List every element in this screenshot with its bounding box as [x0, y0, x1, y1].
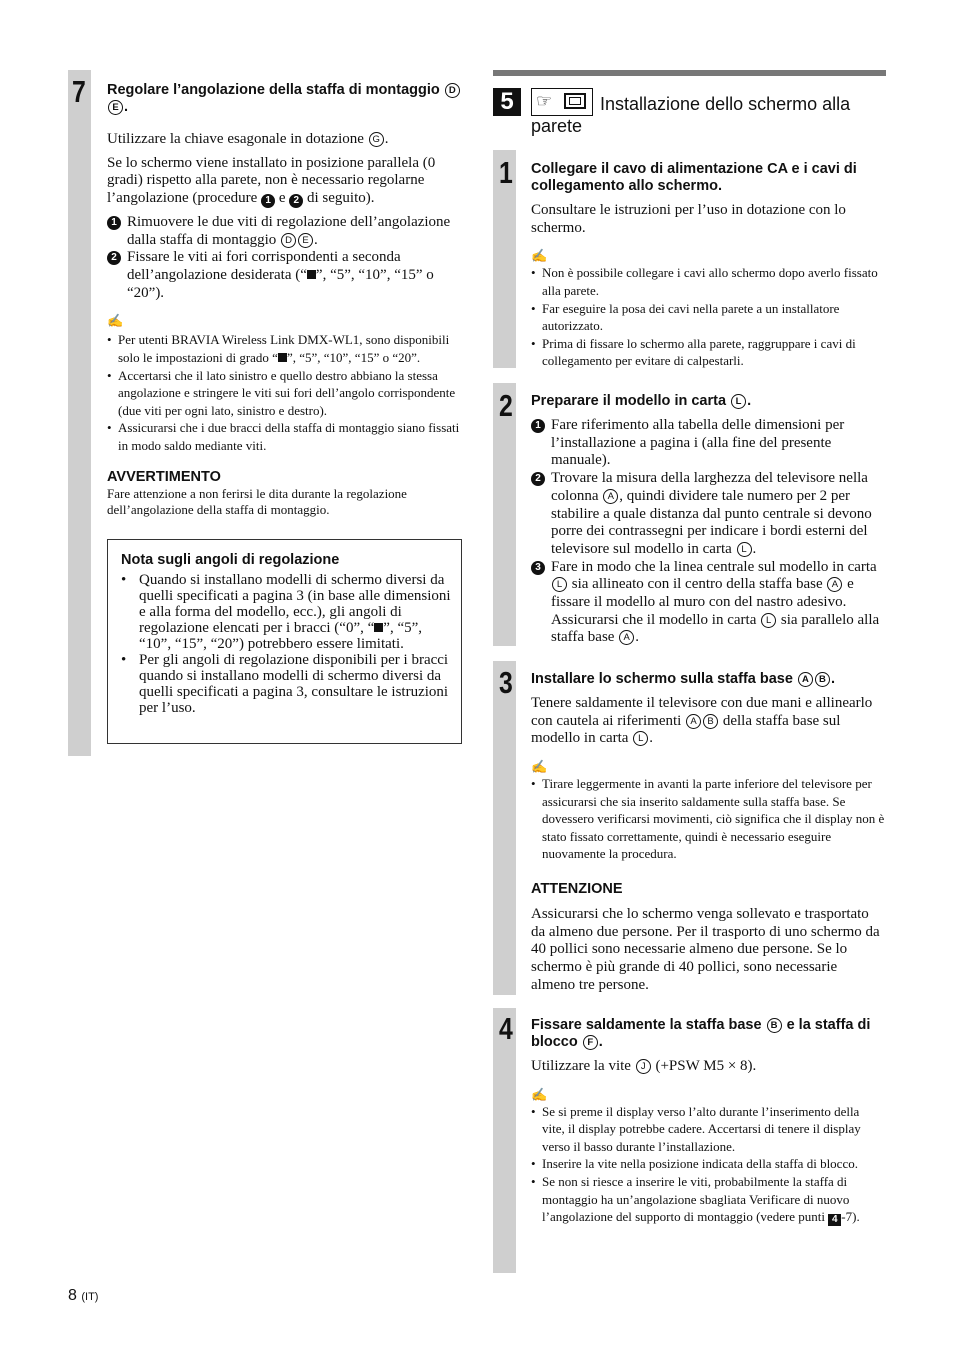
warning-text: Fare attenzione a non ferirsi le dita durante la regolazione dell’angolazione della staffa di montaggio. [107, 486, 407, 518]
pencil-note-icon: ✍ [531, 248, 548, 264]
step-7-content [107, 82, 462, 518]
step-2-number: 2 [499, 388, 513, 423]
note-item: • Per utenti BRAVIA Wireless Link DMX-WL1, sono disponibili solo le impostazioni di grado “ ”, “5”, “10”, “15” o “20”. [107, 331, 462, 366]
note-box-title: Nota sugli angoli di regolazione [121, 552, 340, 568]
step-1-number: 1 [499, 155, 513, 190]
note-item: • Prima di fissare lo schermo alla parete, raggruppare i cavi di collegamento per evitare di calpestarli. [531, 335, 885, 370]
note-box-item: • Per gli angoli di regolazione disponibili per i bracci quando si installano modelli di schermo diversi da quelli specificati a pagina 3, consultare le istruzioni per l’uso. [121, 652, 451, 716]
step-4-sidebar [493, 1008, 516, 1273]
step-3-notes [531, 775, 885, 863]
note-box [107, 539, 462, 744]
step-4-notes [531, 1103, 885, 1227]
pencil-note-icon: ✍ [107, 313, 124, 329]
step-1-text: Consultare le istruzioni per l’uso in dotazione con lo schermo. [531, 202, 846, 236]
note-item: • Se si preme il display verso l’alto durante l’inserimento della vite, il display potrebbe cadere. Accertarsi di tenere il display verso il basso durante l’installazione. [531, 1103, 885, 1156]
note-item: • Far eseguire la posa dei cavi nella parete a un installatore autorizzato. [531, 300, 885, 335]
step-1-content [531, 161, 885, 370]
note-item: • Tirare leggermente in avanti la parte inferiore del televisore per assicurarsi che sia inserito saldamente sulla staffa base. Se dovessero verificarsi movimenti, ciò significa che il display non è stato fissato correttamente, quindi è necessario eseguire nuovamente la procedura. [531, 775, 885, 863]
pencil-note-icon: ✍ [531, 759, 548, 775]
note-item: • Accertarsi che il lato sinistro e quello destro abbiano la stessa angolazione e stringere le viti sui fori dell’angolo corrispondente (due viti per ogni lato, sinistro e destro). [107, 367, 462, 420]
step-3-number: 3 [499, 665, 513, 700]
step-7-substep-2: 2 Fissare le viti ai fori corrispondenti a seconda dell’angolazione desiderata (“ ”, “5”, “10”, “15” o “20”). [107, 249, 462, 302]
note-item: • Assicurarsi che i due bracci della staffa di montaggio siano fissati in modo saldo mediante viti. [107, 419, 462, 454]
step-2-substep-3: 3 Fare in modo che la linea centrale sul modello in carta L sia allineato con il centro della staffa base A e fissare il modello al muro con del nastro adesivo. Assicurarsi che il modello in carta L sia parallelo alla staffa base A . [531, 559, 885, 648]
step-4-heading: Fissare saldamente la staffa base B e la staffa di blocco F . [531, 1017, 871, 1050]
note-item: • Non è possibile collegare i cavi allo schermo dopo averlo fissato alla parete. [531, 264, 885, 299]
step-4-text: Utilizzare la vite J (+PSW M5 × 8). [531, 1058, 757, 1074]
caution-title: ATTENZIONE [531, 881, 623, 898]
step-7-substep-1: 1 Rimuovere le due viti di regolazione dell’angolazione dalla staffa di montaggio D E . [107, 214, 462, 249]
hand-pointer-icon: ☞ [536, 91, 553, 111]
step-2-substep-1: 1 Fare riferimento alla tabella delle dimensioni per l’installazione a pagina i (alla fine del presente manuale). [531, 417, 885, 470]
step-7-paragraph-1: Utilizzare la chiave esagonale in dotazione G . [107, 131, 389, 147]
step-4-number: 4 [499, 1011, 513, 1046]
step-ref-box: 4 [828, 1214, 841, 1226]
page-number: 8 [68, 1287, 77, 1304]
step-3-text: Tenere saldamente il televisore con due mani e allinearlo con cautela ai riferimenti A B della staffa base sul modello in carta L . [531, 695, 873, 747]
note-item: • Inserire la vite nella posizione indicata della staffa di blocco. [531, 1155, 885, 1173]
step-4-content [531, 1017, 885, 1226]
black-square-icon [278, 353, 287, 362]
step-3-sidebar [493, 661, 516, 995]
step-7-sidebar [68, 70, 91, 756]
section-top-rule [493, 70, 886, 76]
step-2-content [531, 393, 885, 647]
note-box-item: • Quando si installano modelli di schermo diversi da quelli specificati a pagina 3 (in base alle dimensioni e alla forma del modello, ecc.), gli angoli di regolazione elencati per i bracci (“0”, “ ”, “5”, “10”, “15”, “20”) potrebbero essere limitati. [121, 572, 451, 652]
number-circle-icon: 2 [289, 194, 303, 208]
black-square-icon [307, 270, 316, 279]
step-1-heading: Collegare il cavo di alimentazione CA e i cavi di collegamento allo schermo. [531, 161, 857, 194]
step-2-substep-2: 2 Trovare la misura della larghezza del televisore nella colonna A , quindi dividere tale numero per 2 per stabilire a quale distanza dal punto centrale si devono porre dei contrassegni per indicare i bordi esterni del televisore sul modello in carta L . [531, 470, 885, 559]
warning-title: AVVERTIMENTO [107, 469, 221, 486]
step-3-heading: Installare lo schermo sulla staffa base A B . [531, 671, 835, 687]
language-code: (IT) [81, 1291, 99, 1303]
step-7-notes [107, 331, 462, 454]
number-circle-icon: 1 [261, 194, 275, 208]
page-footer [68, 1287, 98, 1306]
step-2-heading: Preparare il modello in carta L . [531, 393, 752, 409]
step-3-content [531, 671, 885, 995]
step-7-number: 7 [72, 74, 86, 109]
step-7-paragraph-2: Se lo schermo viene installato in posizione parallela (0 gradi) rispetto alla parete, non è necessario regolarne l’angolazione (procedure 1 e 2 di seguito). [107, 154, 436, 207]
section-number-box: 5 [493, 88, 521, 116]
note-item: • Se non si riesce a inserire le viti, probabilmente la staffa di montaggio ha un’angolazione sbagliata Verificare di nuovo l’angolazione del supporto di montaggio (vedere punti 4 -7). [531, 1173, 885, 1226]
caution-text: Assicurarsi che lo schermo venga sollevato e trasportato da almeno due persone. Per il trasporto di uno schermo da 40 pollici sono necessarie almeno due persone. Se lo schermo è più grande di 40 pollici, sono necessarie almeno tre persone. [531, 906, 880, 993]
step-7-heading: Regolare l’angolazione della staffa di montaggio DE . [107, 82, 462, 116]
step-1-notes [531, 264, 885, 370]
pencil-note-icon: ✍ [531, 1086, 548, 1102]
note-box-list [121, 572, 451, 716]
black-square-icon [374, 623, 383, 632]
section-title: Installazione dello schermo alla parete [531, 94, 851, 136]
